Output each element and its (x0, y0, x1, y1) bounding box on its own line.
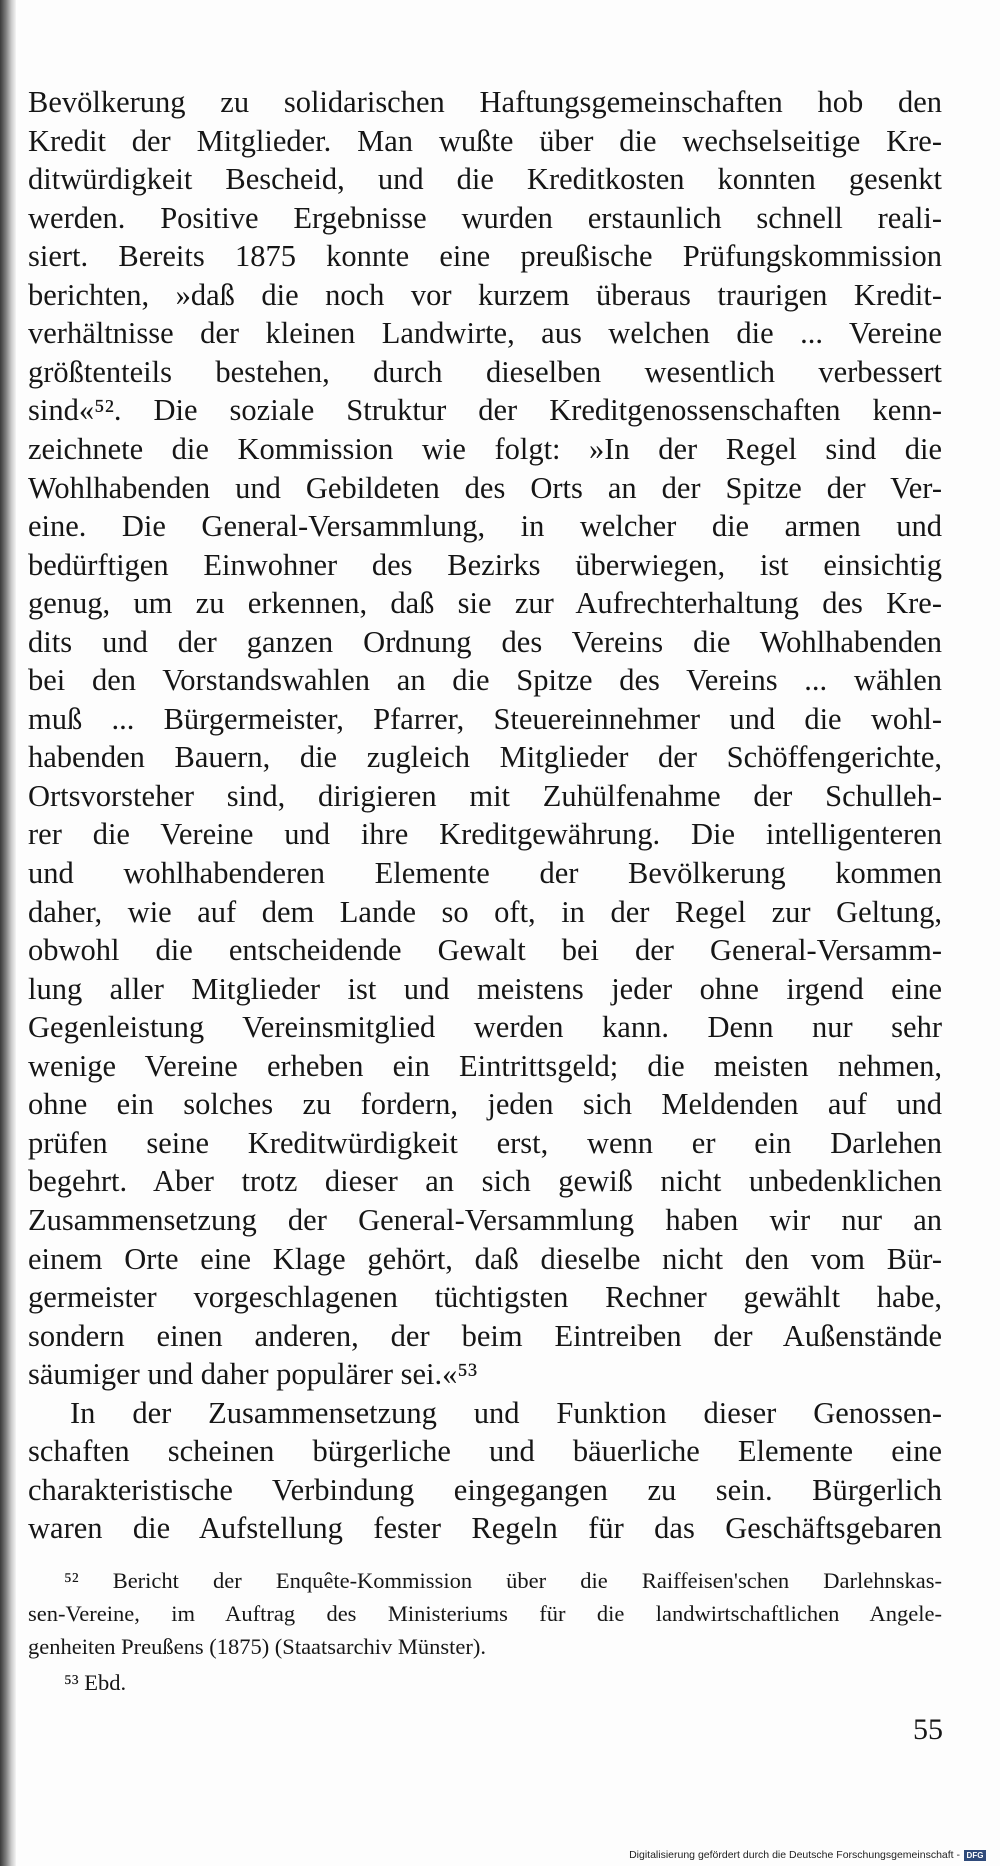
text-line: rer die Vereine und ihre Kreditgewährung. Die intelligenteren (28, 817, 942, 852)
text-line: Gegenleistung Vereinsmitglied werden kann. Denn nur sehr (28, 1010, 942, 1045)
text-line: ditwürdigkeit Bescheid, und die Kreditkosten konnten gesenkt (28, 162, 942, 197)
text-line: bedürftigen Einwohner des Bezirks überwiegen, ist einsichtig (28, 547, 942, 582)
text-line: berichten, »daß die noch vor kurzem überaus traurigen Kredit- (28, 277, 942, 312)
footnote-line: ⁵² Bericht der Enquête-Kommission über die Raiffeisen'schen Darlehnskas- (64, 1568, 942, 1593)
credit-text: Digitalisierung gefördert durch die Deutsche Forschungsgemeinschaft - (629, 1849, 960, 1861)
text-line: habenden Bauern, die zugleich Mitglieder der Schöffengerichte, (28, 740, 942, 775)
text-line: sondern einen anderen, der beim Eintreiben der Außenstände (28, 1318, 942, 1353)
text-line: siert. Bereits 1875 konnte eine preußische Prüfungskommission (28, 239, 942, 274)
text-line: wenige Vereine erheben ein Eintrittsgeld; die meisten nehmen, (28, 1048, 942, 1083)
text-line: eine. Die General-Versammlung, in welcher die armen und (28, 509, 942, 544)
footnote-line: genheiten Preußens (1875) (Staatsarchiv Münster). (28, 1634, 486, 1659)
text-line: einem Orte eine Klage gehört, daß dieselbe nicht den vom Bür- (28, 1241, 942, 1276)
page-number: 55 (913, 1713, 943, 1746)
text-line: bei den Vorstandswahlen an die Spitze des Vereins ... wählen (28, 663, 942, 698)
text-line: begehrt. Aber trotz dieser an sich gewiß nicht unbedenklichen (28, 1164, 942, 1199)
text-line: Ortsvorsteher sind, dirigieren mit Zuhülfenahme der Schulleh- (28, 778, 942, 813)
text-line: und wohlhabenderen Elemente der Bevölkerung kommen (28, 856, 942, 890)
text-line: Wohlhabenden und Gebildeten des Orts an der Spitze der Ver- (28, 470, 942, 505)
digitization-credit (629, 1848, 986, 1862)
text-line: Zusammensetzung der General-Versammlung haben wir nur an (28, 1202, 942, 1237)
text-line: Bevölkerung zu solidarischen Haftungsgemeinschaften hob den (28, 85, 942, 119)
text-line: sind«⁵². Die soziale Struktur der Kreditgenossenschaften kenn- (28, 393, 942, 428)
text-line: charakteristische Verbindung eingegangen zu sein. Bürgerlich (28, 1472, 942, 1507)
text-line: zeichnete die Kommission wie folgt: »In der Regel sind die (28, 431, 942, 466)
text-line: obwohl die entscheidende Gewalt bei der General-Versamm- (28, 933, 942, 968)
text-line: In der Zusammensetzung und Funktion dieser Genossen- (70, 1395, 942, 1430)
text-line: säumiger und daher populärer sei.«⁵³ (28, 1357, 478, 1392)
text-line: muß ... Bürgermeister, Pfarrer, Steuereinnehmer und die wohl- (28, 701, 942, 736)
footnote-line: sen-Vereine, im Auftrag des Ministeriums für die landwirtschaftlichen Angele- (28, 1601, 942, 1626)
text-line: prüfen seine Kreditwürdigkeit erst, wenn er ein Darlehen (28, 1125, 942, 1160)
text-line: daher, wie auf dem Lande so oft, in der Regel zur Geltung, (28, 894, 942, 929)
text-line: schaften scheinen bürgerliche und bäuerliche Elemente eine (28, 1434, 942, 1469)
text-line: größtenteils bestehen, durch dieselben wesentlich verbessert (28, 354, 942, 389)
text-line: Kredit der Mitglieder. Man wußte über die wechselseitige Kre- (28, 123, 942, 158)
text-line: verhältnisse der kleinen Landwirte, aus welchen die ... Vereine (28, 316, 942, 351)
text-line: lung aller Mitglieder ist und meistens jeder ohne irgend eine (28, 971, 942, 1006)
text-line: dits und der ganzen Ordnung des Vereins die Wohlhabenden (28, 624, 942, 659)
text-line: genug, um zu erkennen, daß sie zur Aufrechterhaltung des Kre- (28, 586, 942, 621)
footnote-line: ⁵³ Ebd. (64, 1670, 127, 1695)
text-line: ohne ein solches zu fordern, jeden sich Meldenden auf und (28, 1087, 942, 1122)
text-line: werden. Positive Ergebnisse wurden erstaunlich schnell reali- (28, 200, 942, 235)
text-line: germeister vorgeschlagenen tüchtigsten Rechner gewählt habe, (28, 1280, 942, 1315)
text-line: waren die Aufstellung fester Regeln für das Geschäftsgebaren (28, 1511, 942, 1546)
dfg-logo: DFG (964, 1850, 986, 1861)
